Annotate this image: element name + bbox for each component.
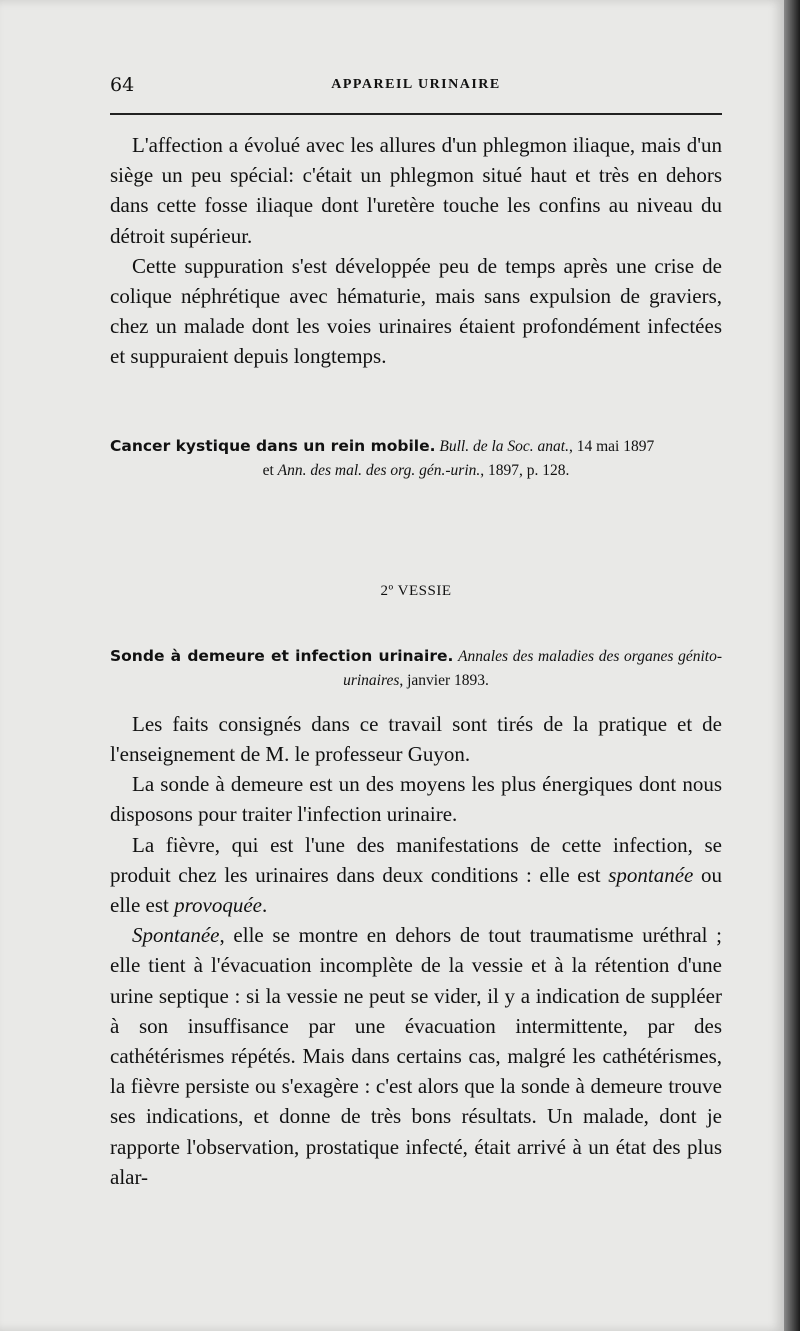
paragraph: La sonde à demeure est un des moyens les plus énergiques dont nous disposons pour traiter l'infection urinaire. [110, 772, 722, 827]
page-body [110, 130, 722, 1192]
reference-date: , janvier 1893. [399, 671, 489, 689]
reference-date: , 14 mai 1897 [568, 437, 655, 455]
reference-cancer-kystique [110, 434, 722, 483]
paragraph [110, 830, 722, 921]
reference-sonde-demeure [110, 644, 722, 693]
paragraph: Les faits consignés dans ce travail sont tirés de la pratique et de l'enseignement de M. le professeur Guyon. [110, 711, 722, 767]
reference-journal: Bull. de la Soc. anat. [439, 437, 569, 455]
reference-journal: Annales des maladies des organes génito-urinaires [343, 647, 723, 689]
reference-conjunction: et [262, 461, 274, 479]
paragraph: Cette suppuration s'est développée peu de temps après une crise de colique néphrétique avec hématurie, mais sans expulsion de graviers, chez un malade dont les voies urinaires étaient profondément infectées et suppuraient depuis longtemps. [110, 253, 722, 369]
section-heading: 2º VESSIE [380, 582, 452, 599]
text-run: . [262, 893, 268, 918]
header-rule [110, 113, 722, 115]
reference-details-2: , 1897, p. 128. [480, 461, 570, 479]
page-header [110, 74, 722, 98]
reference-title: Sonde à demeure et infection urinaire. [110, 646, 454, 665]
text-run: , elle se montre en dehors de tout traumatisme uréthral ; elle tient à l'évacuation incomplète de la vessie et à la rétention d'une urine septique : si la vessie ne peut se vider, il y a indication de suppléer à son insuffisance par une évacuation intermittente, par des cathétérismes répétés. Mais dans certains cas, malgré les cathétérismes, la fièvre persiste ou s'exagère : c'est alors que la sonde à demeure trouve ses indications, et donne de très bons résultats. Un malade, dont je rapporte l'observation, prostatique infecté, était arrivé à un état des plus alar- [110, 923, 722, 1189]
emphasis-provoquee: provoquée [174, 893, 262, 918]
emphasis-spontanee: spontanée [608, 862, 694, 887]
reference-journal-2: Ann. des mal. des org. gén.-urin. [277, 461, 481, 479]
paragraph: L'affection a évolué avec les allures d'un phlegmon iliaque, mais d'un siège un peu spécial: c'était un phlegmon situé haut et très en dehors dans cette fosse iliaque dont l'uretère touche les confins au niveau du détroit supérieur. [110, 133, 722, 248]
text-run: ou elle est [110, 862, 722, 918]
emphasis-spontanee: Spontanée [132, 923, 220, 948]
page-number: 64 [110, 74, 135, 96]
page-edge [784, 0, 800, 1331]
running-head: APPAREIL URINAIRE [331, 77, 501, 92]
text-run: La fièvre, qui est l'une des manifestations de cette infection, se produit chez les urinaires dans deux conditions : elle est [110, 832, 722, 887]
paragraph [110, 920, 722, 1192]
reference-title: Cancer kystique dans un rein mobile. [110, 436, 436, 455]
section-text [110, 709, 722, 1192]
